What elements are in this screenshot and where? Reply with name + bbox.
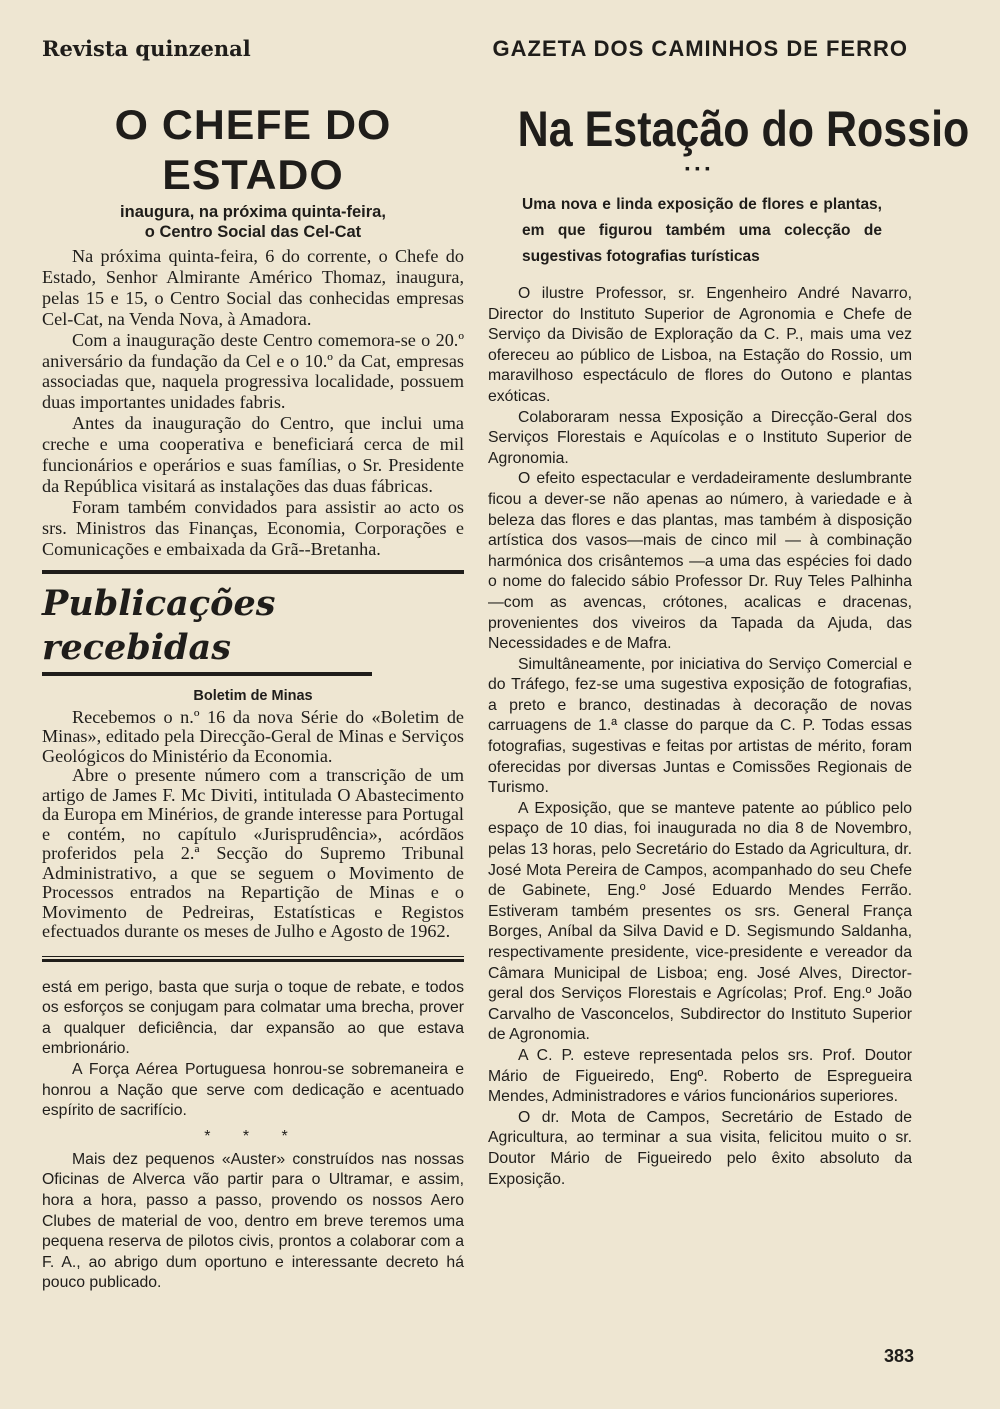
paragraph: Colaboraram nessa Exposição a Direcção-Geral dos Serviços Florestais e Aquícolas e o Instituto Superior de Agronomia. [488, 408, 912, 467]
chefe-estado-subtitle-2: o Centro Social das Cel-Cat [144, 223, 362, 241]
continuation-body [42, 978, 464, 1294]
paragraph: está em perigo, basta que surja o toque de rebate, e todos os esforços se conjugam para colmatar uma brecha, prover a qualquer deficiência, dar expansão ao que estava embrionário. [42, 978, 464, 1058]
paragraph: Mais dez pequenos «Auster» construídos nas nossas Oficinas de Alverca vão partir para o Ultramar, e assim, hora a hora, passo a passo, provendo os nossos Aero Clubes de material de voo, dentro em breve teremos uma pequena reserva de pilotos civis, prontos a colaborar com a F. A., ao abrigo dum oportuno e interessante decreto há pouco publicado. [42, 1150, 464, 1292]
rossio-subtitle: Uma nova e linda exposição de flores e plantas, em que figurou também uma colecção de sugestivas fotografias turísticas [522, 196, 882, 265]
title-ornament: ▪▪▪ [685, 162, 715, 177]
divider [42, 570, 464, 574]
boletim-body [42, 708, 464, 942]
rossio-body [488, 284, 912, 1190]
boletim-heading: Boletim de Minas [193, 687, 313, 704]
section-separator: * * * [204, 1127, 302, 1145]
page-number: 383 [883, 1346, 914, 1366]
left-column [42, 100, 464, 1294]
paragraph: Recebemos o n.º 16 da nova Série do «Boletim de Minas», editado pela Direcção-Geral de Minas e Serviços Geológicos do Ministério da Economia. [42, 706, 464, 766]
paragraph: O efeito espectacular e verdadeiramente deslumbrante ficou a dever-se não apenas ao número, à variedade e à beleza das flores e das plantas, mas também à disposição artística dos vasos—mais de cinco mil — à combinação harmónica dos crisântemos —a uma das espécies foi dado o nome do falecido sábio Professor Dr. Ruy Teles Palhinha—com as avencas, crótones, acalicas e dracenas, provenientes dos viveiros da Tapada da Ajuda, das Necessidades e de Mafra. [488, 470, 912, 653]
paragraph: O dr. Mota de Campos, Secretário de Estado de Agricultura, ao terminar a sua visita, felicitou muito o sr. Doutor Mário de Figueiredo pelo êxito absoluto da Exposição. [488, 1108, 912, 1188]
divider [42, 956, 464, 962]
paragraph: Com a inauguração deste Centro comemora-se o 20.º aniversário da fundação da Cel e o 10.º da Cat, empresas associadas que, naquela progressiva localidade, possuem duas importantes unidades fabris. [42, 329, 464, 413]
chefe-estado-body [42, 246, 464, 560]
paragraph: Abre o presente número com a transcrição de um artigo de James F. Mc Diviti, intitulada O Abastecimento da Europa em Minérios, de grande interesse para Portugal e contém, no capítulo «Jurisprudência», acórdãos proferidos pela 2.ª Secção do Supremo Tribunal Administrativo, a que se seguem o Movimento de Processos entrados na Repartição de Minas e o Movimento de Pedreiras, Estatísticas e Registos efectuados durante os meses de Julho e Agosto de 1962. [42, 765, 464, 942]
paragraph: Antes da inauguração do Centro, que inclui uma creche e uma cooperativa e beneficiará cerca de mil funcionários e operários e suas famílias, o Sr. Presidente da República visitará as instalações das duas fábricas. [42, 413, 464, 496]
paragraph: Na próxima quinta-feira, 6 do corrente, o Chefe do Estado, Senhor Almirante Américo Thomaz, inaugura, pelas 15 e 15, o Centro Social das conhecidas empresas Cel-Cat, na Venda Nova, à Amadora. [42, 246, 464, 329]
header-left: Revista quinzenal [42, 36, 251, 61]
paragraph: Simultâneamente, por iniciativa do Serviço Comercial e do Tráfego, fez-se uma sugestiva exposição de fotografias, a preto e branco, destinadas à decoração de novas carruagens de 1.ª classe do parque da C. P. Todas essas fotografias, sugestivas e feitas por artistas de mérito, foram oferecidas por diversas Juntas e Comissões Regionais de Turismo. [488, 655, 912, 797]
header-right: GAZETA DOS CAMINHOS DE FERRO [492, 36, 908, 61]
paragraph: Foram também convidados para assistir ao acto os srs. Ministros das Finanças, Economia, Corporações e Comunicações e embaixada da Grã--Bretanha. [42, 496, 464, 559]
paragraph: A Exposição, que se manteve patente ao público pelo espaço de 10 dias, foi inaugurada no dia 8 de Novembro, pelas 13 horas, pelo Secretário do Estado da Agricultura, dr. José Mota Pereira de Campos, acompanhado do seu Chefe de Gabinete, Eng.º José Eduardo Mendes Ferrão. Estiveram também presentes os srs. General França Borges, Aníbal da Silva David e D. Segismundo Saldanha, respectivamente presidente, vice-presidente e vereador da Câmara Municipal de Lisboa; eng. José Alves, Director-geral dos Serviços Florestais e Agrícolas; Prof. Eng.º João Carvalho de Vasconcelos, Subdirector do Instituto Superior de Agronomia. [488, 799, 912, 1044]
publicacoes-underline [42, 672, 372, 676]
paragraph: O ilustre Professor, sr. Engenheiro André Navarro, Director do Instituto Superior de Agronomia e Chefe de Serviço da Divisão de Exploração da C. P., mais uma vez ofereceu ao público de Lisboa, na Estação do Rossio, um maravilhoso espectáculo de flores do Outono e plantas exóticas. [488, 285, 912, 405]
chefe-estado-title: O CHEFE DO ESTADO [114, 101, 392, 198]
paragraph: A Força Aérea Portuguesa honrou-se sobremaneira e honrou a Nação que serve com dedicação e acentuado espírito de sacrifício. [42, 1060, 464, 1120]
right-column [488, 100, 970, 1190]
rossio-title: Na Estação do Rossio [517, 101, 970, 157]
publicacoes-title: Publicações recebidas [42, 582, 276, 668]
chefe-estado-subtitle-1: inaugura, na próxima quinta-feira, [120, 203, 386, 221]
paragraph: A C. P. esteve representada pelos srs. Prof. Doutor Mário de Figueiredo, Engº. Roberto de Espregueira Mendes, Administradores e vários funcionários superiores. [488, 1046, 912, 1106]
